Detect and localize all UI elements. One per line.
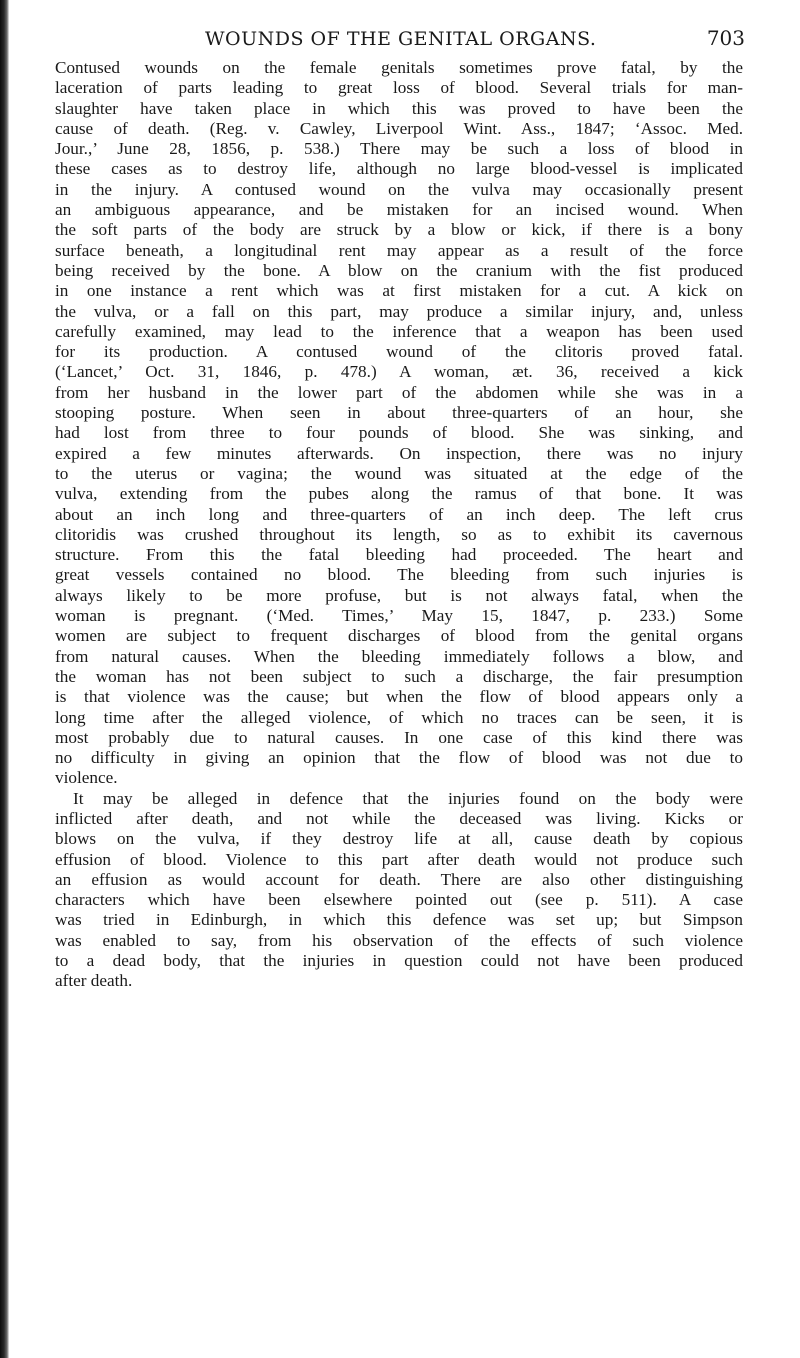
text-line: structure. From this the fatal bleeding had proceeded. The heart and (55, 545, 743, 565)
text-line: stooping posture. When seen in about three-quarters of an hour, she (55, 403, 743, 423)
text-line: being received by the bone. A blow on the cranium with the fist produced (55, 260, 743, 280)
text-line: an effusion as would account for death. There are also other distinguishing (55, 869, 743, 889)
text-line: to the uterus or vagina; the wound was situated at the edge of the (55, 463, 743, 483)
text-line: carefully examined, may lead to the inference that a weapon has been used (55, 321, 743, 341)
text-line: Jour.,’ June 28, 1856, p. 538.) There may be such a loss of blood in (55, 139, 743, 159)
text-line: Contused wounds on the female genitals sometimes prove fatal, by the (55, 58, 743, 77)
text-line: is that violence was the cause; but when the flow of blood appears only a (55, 687, 743, 707)
text-line: long time after the alleged violence, of which no traces can be seen, it is (55, 707, 743, 727)
text-line: to a dead body, that the injuries in question could not have been produced (55, 951, 743, 971)
text-line: vulva, extending from the pubes along the ramus of that bone. It was (55, 484, 743, 504)
text-line: characters which have been elsewhere pointed out (see p. 511). A case (55, 890, 743, 910)
text-line: expired a few minutes afterwards. On inspection, there was no injury (55, 443, 743, 463)
text-line: slaughter have taken place in which this was proved to have been the (55, 98, 743, 118)
body-text (55, 58, 743, 992)
text-line: the vulva, or a fall on this part, may produce a similar injury, and, unless (55, 301, 743, 321)
text-line: about an inch long and three-quarters of an inch deep. The left crus (55, 504, 743, 524)
text-line: the soft parts of the body are struck by a blow or kick, if there is a bony (55, 220, 743, 240)
text-line: from natural causes. When the bleeding immediately follows a blow, and (55, 646, 743, 666)
text-line: always likely to be more profuse, but is not always fatal, when the (55, 585, 743, 605)
text-line: cause of death. (Reg. v. Cawley, Liverpool Wint. Ass., 1847; ‘Assoc. Med. (55, 118, 743, 138)
text-line: no difficulty in giving an opinion that the flow of blood was not due to (55, 748, 743, 768)
page-binding-edge (0, 0, 9, 1358)
text-line: was tried in Edinburgh, in which this defence was set up; but Simpson (55, 910, 743, 930)
text-line: women are subject to frequent discharges of blood from the genital organs (55, 626, 743, 646)
text-line: most probably due to natural causes. In one case of this kind there was (55, 727, 743, 747)
text-line: woman is pregnant. (‘Med. Times,’ May 15, 1847, p. 233.) Some (55, 606, 743, 626)
text-line: the woman has not been subject to such a discharge, the fair presumption (55, 666, 743, 686)
text-line: It may be alleged in defence that the injuries found on the body were (73, 788, 743, 808)
text-line: clitoridis was crushed throughout its length, so as to exhibit its cavernous (55, 524, 743, 544)
page-number: 703 (706, 26, 745, 50)
text-line: inflicted after death, and not while the deceased was living. Kicks or (55, 808, 743, 828)
text-line: (‘Lancet,’ Oct. 31, 1846, p. 478.) A woman, æt. 36, received a kick (55, 362, 743, 382)
text-line: from her husband in the lower part of the abdomen while she was in a (55, 382, 743, 402)
page-header (205, 26, 745, 56)
text-line: had lost from three to four pounds of blood. She was sinking, and (55, 423, 743, 443)
text-line: surface beneath, a longitudinal rent may appear as a result of the force (55, 240, 743, 260)
text-line: after death. (55, 971, 133, 991)
text-line: blows on the vulva, if they destroy life at all, cause death by copious (55, 829, 743, 849)
text-line: in the injury. A contused wound on the vulva may occasionally present (55, 179, 743, 199)
text-line: violence. (55, 768, 118, 788)
text-line: for its production. A contused wound of the clitoris proved fatal. (55, 342, 743, 362)
text-line: effusion of blood. Violence to this part after death would not produce such (55, 849, 743, 869)
text-line: these cases as to destroy life, although no large blood-vessel is implicated (55, 159, 743, 179)
text-line: great vessels contained no blood. The bleeding from such injuries is (55, 565, 743, 585)
running-head: WOUNDS OF THE GENITAL ORGANS. (205, 28, 597, 50)
text-line: laceration of parts leading to great loss of blood. Several trials for man- (55, 78, 743, 98)
text-line: was enabled to say, from his observation of the effects of such violence (55, 930, 743, 950)
text-line: an ambiguous appearance, and be mistaken for an incised wound. When (55, 200, 743, 220)
text-line: in one instance a rent which was at first mistaken for a cut. A kick on (55, 281, 743, 301)
